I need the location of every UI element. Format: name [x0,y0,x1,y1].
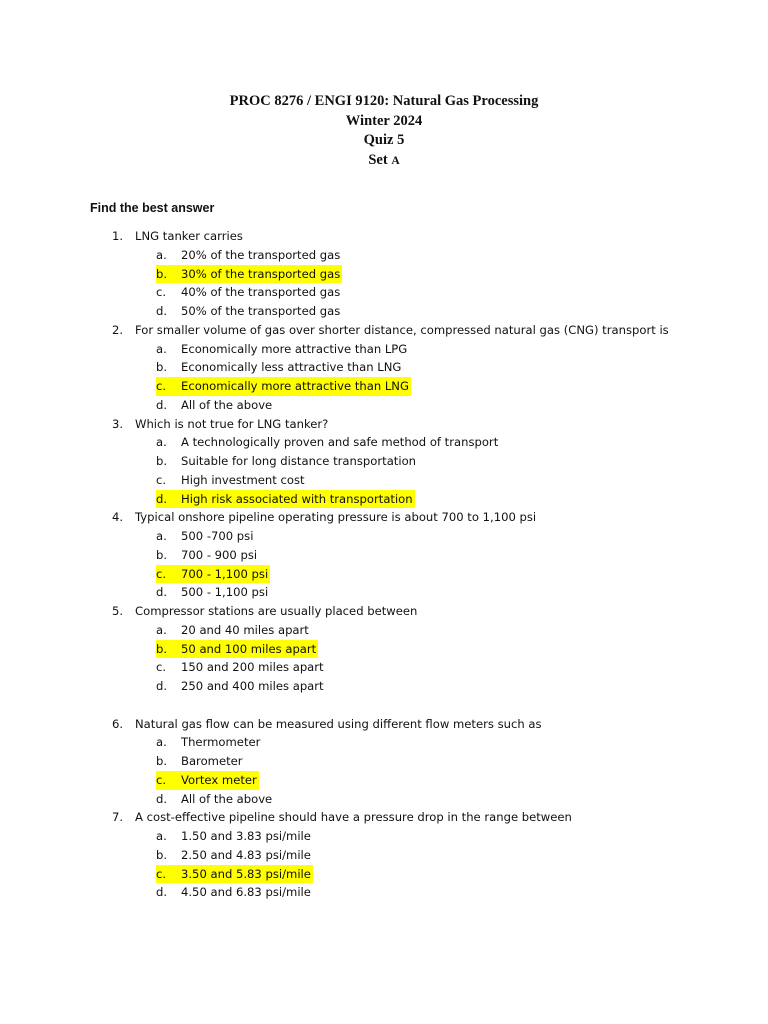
set-prefix: Set [368,151,388,168]
answer-option [0,658,768,677]
option-letter: d. [156,679,168,693]
option-letter: a. [156,622,167,637]
option-text: 50 and 100 miles apart [181,641,317,656]
option-letter: d. [156,885,168,900]
answer-option [0,583,768,602]
option-letter: c. [156,379,167,393]
answer-option-content [156,358,403,377]
answer-option-content [156,658,326,677]
question-line [0,227,768,246]
option-letter: d. [156,304,168,318]
option-text: 700 - 1,100 psi [181,566,269,581]
question-7 [0,808,768,902]
question-1 [0,227,768,321]
option-text: Economically more attractive than LPG [181,341,408,356]
answer-option-content [156,733,262,752]
question-number: 3. [112,416,124,431]
option-text: Suitable for long distance transportation [181,454,417,468]
answer-option [0,733,768,752]
question-2 [0,321,768,415]
answer-option-content [156,677,326,696]
question-number: 4. [112,510,124,525]
question-5 [0,602,768,696]
question-number: 6. [112,716,124,731]
option-text: 250 and 400 miles apart [181,679,324,693]
option-letter: b. [156,266,168,281]
answer-option [0,546,768,565]
answer-option [0,752,768,771]
document-header [0,92,768,171]
answer-option [0,340,768,359]
answer-option-content [156,433,500,452]
option-text: 2.50 and 4.83 psi/mile [181,847,311,862]
answer-option-content [156,546,259,565]
question-number: 2. [112,322,124,337]
answer-option [0,790,768,809]
answer-option-content [156,302,342,321]
question-6 [0,715,768,809]
option-text: A technologically proven and safe method of transport [181,435,499,450]
question-text: For smaller volume of gas over shorter distance, compressed natural gas (CNG) transport is [135,322,669,337]
question-line [0,321,768,340]
question-line [0,715,768,734]
answer-option [0,565,768,584]
option-text: 50% of the transported gas [181,304,341,318]
highlighted-answer [156,565,270,584]
answer-option-content [156,471,307,490]
answer-option-content [156,621,311,640]
option-letter: a. [156,829,167,843]
question-text: Natural gas flow can be measured using different flow meters such as [135,716,542,731]
option-text: Thermometer [181,735,261,750]
course-title: PROC 8276 / ENGI 9120: Natural Gas Processing [229,93,539,109]
option-text: Economically more attractive than LNG [181,379,409,393]
answer-option [0,302,768,321]
question-list [0,227,768,902]
term-title: Winter 2024 [345,112,423,129]
answer-option-content [156,846,313,865]
option-letter: b. [156,754,168,768]
option-text: All of the above [181,791,273,806]
answer-option [0,246,768,265]
answer-option-content [156,527,255,546]
option-text: 1.50 and 3.83 psi/mile [181,829,311,843]
option-letter: a. [156,247,167,262]
option-letter: b. [156,547,168,562]
option-letter: b. [156,847,168,862]
answer-option-content [156,246,342,265]
highlighted-answer [156,771,259,790]
answer-option [0,433,768,452]
option-text: High risk associated with transportation [181,491,413,506]
answer-option-content [156,396,274,415]
option-text: 30% of the transported gas [181,266,341,281]
answer-option [0,358,768,377]
question-text: LNG tanker carries [135,229,243,243]
option-text: 700 - 900 psi [181,547,258,562]
option-text: High investment cost [181,472,305,487]
option-letter: b. [156,454,168,468]
option-letter: d. [156,397,168,412]
answer-option [0,377,768,396]
option-text: Economically less attractive than LNG [181,360,402,375]
option-text: 3.50 and 5.83 psi/mile [181,866,311,881]
highlighted-answer [156,640,318,659]
answer-option [0,283,768,302]
answer-option-content [156,283,342,302]
question-text: Compressor stations are usually placed between [135,604,418,618]
answer-option-content [156,583,270,602]
option-text: 150 and 200 miles apart [181,660,324,675]
option-text: Barometer [181,754,243,768]
highlighted-answer [156,490,415,509]
answer-option-content [156,452,418,471]
option-letter: d. [156,585,168,600]
question-text: Typical onshore pipeline operating pressure is about 700 to 1,100 psi [135,510,537,525]
option-letter: d. [156,491,168,506]
option-letter: a. [156,529,167,543]
answer-option [0,396,768,415]
highlighted-answer [156,865,313,884]
answer-option-content [156,340,409,359]
answer-option [0,265,768,284]
option-letter: c. [156,866,167,881]
option-text: 4.50 and 6.83 psi/mile [181,885,311,900]
question-line [0,508,768,527]
option-letter: a. [156,435,167,450]
highlighted-answer [156,377,411,396]
option-text: Vortex meter [181,772,257,787]
option-letter: c. [156,566,167,581]
option-letter: c. [156,660,167,675]
answer-option [0,846,768,865]
option-letter: a. [156,341,167,356]
answer-option [0,490,768,509]
answer-option [0,883,768,902]
option-letter: b. [156,360,168,375]
option-text: 20% of the transported gas [181,247,341,262]
question-number: 7. [112,810,124,825]
set-title [0,151,768,172]
option-text: 500 - 1,100 psi [181,585,269,600]
question-3 [0,415,768,509]
answer-option [0,771,768,790]
option-letter: c. [156,472,167,487]
answer-option [0,865,768,884]
answer-option-content [156,790,274,809]
question-number: 5. [112,604,124,618]
option-letter: a. [156,735,167,750]
answer-option-content [156,883,313,902]
option-letter: c. [156,285,167,300]
answer-option [0,471,768,490]
set-letter: A [391,154,400,167]
option-letter: b. [156,641,168,656]
question-line [0,602,768,621]
quiz-title: Quiz 5 [363,132,405,148]
answer-option [0,621,768,640]
question-line [0,415,768,434]
question-line [0,808,768,827]
answer-option [0,677,768,696]
answer-option [0,827,768,846]
instruction-text: Find the best answer [90,201,215,215]
option-text: 20 and 40 miles apart [181,622,309,637]
answer-option-content [156,827,313,846]
option-text: 500 -700 psi [181,529,254,543]
option-letter: d. [156,791,168,806]
option-text: 40% of the transported gas [181,285,341,300]
highlighted-answer [156,265,342,284]
question-text: Which is not true for LNG tanker? [135,416,329,431]
option-letter: c. [156,772,167,787]
question-number: 1. [112,229,124,243]
answer-option-content [156,752,245,771]
answer-option [0,452,768,471]
question-4 [0,508,768,602]
answer-option [0,640,768,659]
answer-option [0,527,768,546]
question-text: A cost-effective pipeline should have a pressure drop in the range between [135,810,572,825]
option-text: All of the above [181,397,273,412]
